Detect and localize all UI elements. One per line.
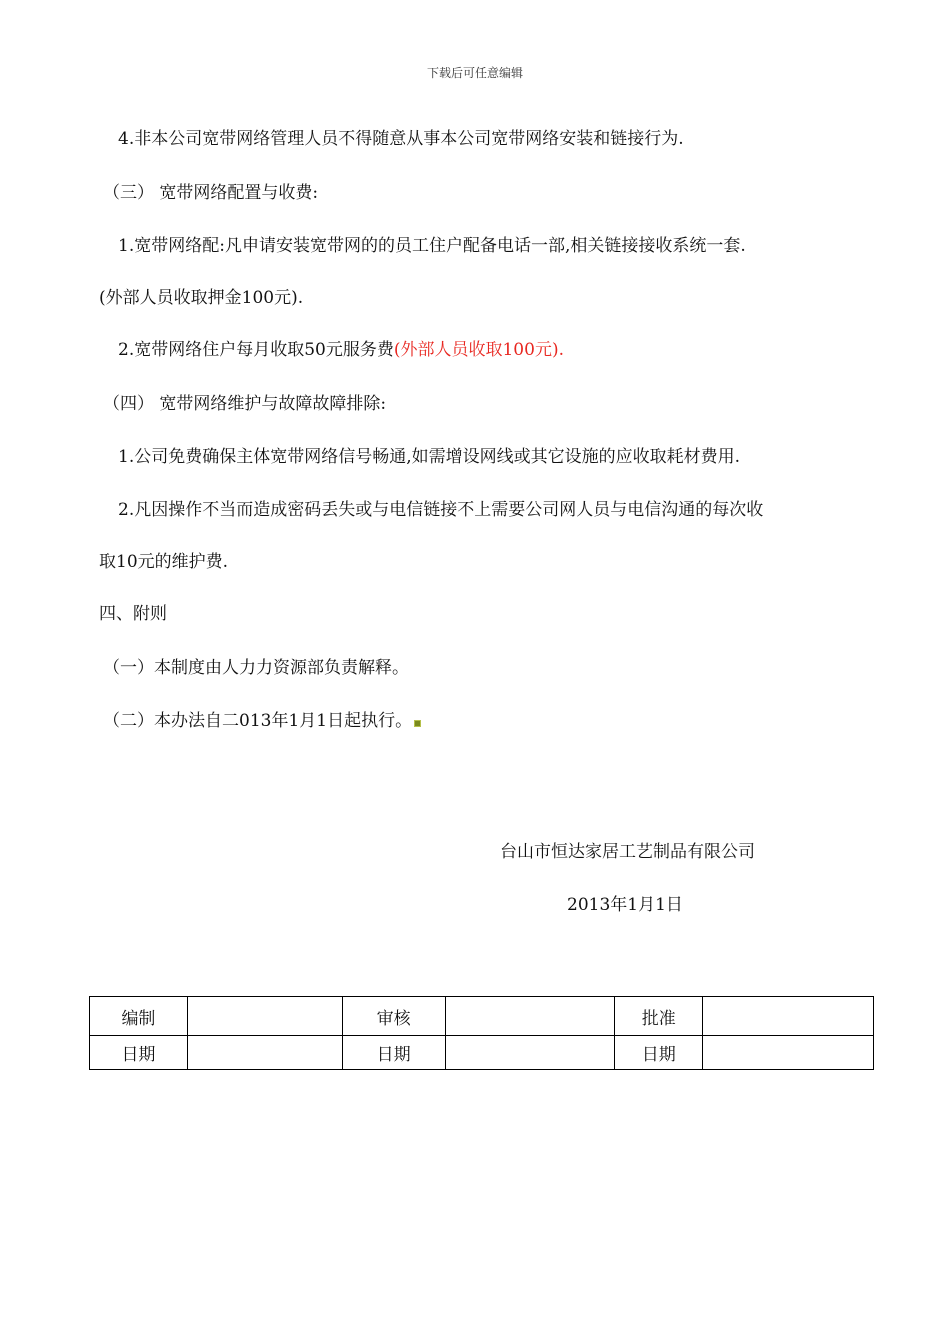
table-row bbox=[90, 1036, 874, 1070]
signature-company: 台山市恒达家居工艺制品有限公司 bbox=[500, 842, 755, 862]
section-heading-appendix: 四、附则 bbox=[99, 604, 167, 624]
anchor-marker-icon bbox=[414, 720, 421, 727]
label-date-compiled: 日期 bbox=[90, 1036, 188, 1070]
field-date-reviewed bbox=[445, 1036, 615, 1070]
approval-table bbox=[89, 996, 874, 1070]
field-reviewed bbox=[445, 997, 615, 1036]
paragraph-maint-2: 2.凡因操作不当而造成密码丢失或与电信链接不上需要公司网人员与电信沟通的每次收 bbox=[118, 500, 764, 520]
paragraph-config-1-cont: (外部人员收取押金100元). bbox=[99, 288, 304, 308]
signature-date: 2013年1月1日 bbox=[567, 895, 683, 915]
table-row bbox=[90, 997, 874, 1036]
field-date-approved bbox=[703, 1036, 874, 1070]
appendix-item-2 bbox=[103, 709, 421, 733]
paragraph-config-1: 1.宽带网络配:凡申请安装宽带网的的员工住户配备电话一部,相关链接接收系统一套. bbox=[118, 236, 746, 256]
fee-highlight: (外部人员收取100元). bbox=[393, 340, 564, 360]
paragraph-maint-1: 1.公司免费确保主体宽带网络信号畅通,如需增设网线或其它设施的应收取耗材费用. bbox=[118, 447, 741, 467]
field-compiled bbox=[187, 997, 342, 1036]
appendix-item-2-text: （二）本办法自二013年1月1日起执行。 bbox=[103, 711, 413, 731]
field-date-compiled bbox=[187, 1036, 342, 1070]
label-date-reviewed: 日期 bbox=[342, 1036, 445, 1070]
label-compiled: 编制 bbox=[90, 997, 188, 1036]
appendix-item-1: （一）本制度由人力力资源部负责解释。 bbox=[103, 658, 409, 678]
paragraph-rule-4: 4.非本公司宽带网络管理人员不得随意从事本公司宽带网络安装和链接行为. bbox=[118, 129, 684, 149]
paragraph-maint-2-cont: 取10元的维护费. bbox=[99, 552, 229, 572]
label-reviewed: 审核 bbox=[342, 997, 445, 1036]
label-approved: 批准 bbox=[615, 997, 703, 1036]
label-date-approved: 日期 bbox=[615, 1036, 703, 1070]
section-heading-4: （四） 宽带网络维护与故障故障排除: bbox=[103, 394, 387, 414]
page-header: 下载后可任意编辑 bbox=[426, 66, 523, 80]
paragraph-fee-2 bbox=[118, 338, 564, 362]
section-heading-3: （三） 宽带网络配置与收费: bbox=[103, 183, 319, 203]
fee-text: 2.宽带网络住户每月收取50元服务费 bbox=[118, 340, 394, 360]
field-approved bbox=[703, 997, 874, 1036]
